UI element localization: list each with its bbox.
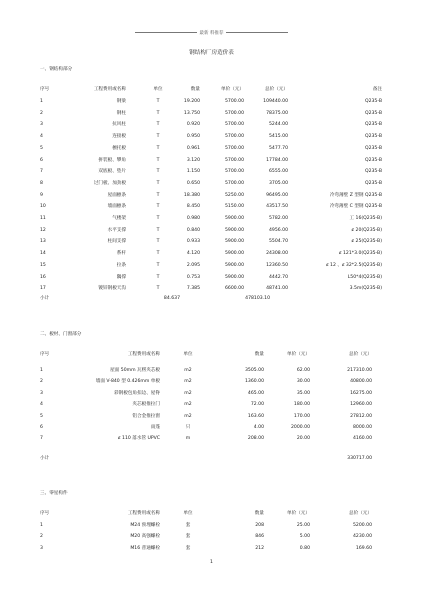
cell-quantity: 3.120 xyxy=(186,157,200,163)
cell-remark: ȼ 121*3.0(Q235-B) xyxy=(339,251,382,257)
cell-total-price: 17784.00 xyxy=(266,157,288,163)
cell-name: 柱间支撑 xyxy=(107,239,126,245)
cell-unit: T xyxy=(156,192,160,198)
cell-remark: L50*4(Q235-B) xyxy=(347,274,382,280)
cell-remark: Q235-B xyxy=(364,145,382,151)
cell-unit: m2 xyxy=(184,390,192,396)
table-row xyxy=(0,227,423,235)
column-header-index: 序号 xyxy=(40,511,50,516)
section2-heading: 二、板材、门窗部分 xyxy=(40,332,82,337)
cell-unit: T xyxy=(156,157,160,163)
table-row xyxy=(0,367,423,375)
cell-unit: T xyxy=(156,286,160,292)
cell-index: 2 xyxy=(40,379,43,385)
cell-remark: Q235-B xyxy=(364,169,382,175)
cell-unit: m xyxy=(185,436,191,442)
cell-unit: T xyxy=(156,262,160,268)
table-row xyxy=(0,180,423,188)
column-header-quantity: 数量 xyxy=(254,511,264,516)
cell-name: 钢柱 xyxy=(116,110,126,116)
cell-unit-price: 6600.00 xyxy=(225,286,244,292)
cell-total-price: 4230.00 xyxy=(353,534,372,540)
cell-total-price: 5504.70 xyxy=(269,239,288,245)
cell-remark: Q235-B xyxy=(364,180,382,186)
cell-total-price: 4956.00 xyxy=(269,227,288,233)
cell-index: 12 xyxy=(40,227,46,233)
cell-quantity: 0.980 xyxy=(186,216,200,221)
document-title: 钢结构厂房造价表 xyxy=(189,50,234,56)
cell-unit-price: 5900.00 xyxy=(225,262,244,268)
cell-quantity: 846 xyxy=(255,534,264,540)
cell-unit-price: 5700.00 xyxy=(225,180,244,186)
cell-quantity: 465.00 xyxy=(247,390,264,396)
column-header-total-price: 总价（元） xyxy=(265,87,288,92)
cell-remark: 工 16(Q235-B) xyxy=(349,216,382,221)
cell-remark: Q235-B xyxy=(364,122,382,128)
cell-unit: T xyxy=(156,180,160,186)
table-row xyxy=(0,192,423,200)
cell-unit-price: 5900.00 xyxy=(225,274,244,280)
cell-name: 抗风柱 xyxy=(112,122,126,128)
cell-unit: T xyxy=(156,169,160,175)
cell-total-price: 78375.00 xyxy=(266,110,288,116)
cell-unit-price: 180.00 xyxy=(293,402,310,408)
cell-quantity: 19.200 xyxy=(183,99,200,104)
cell-index: 11 xyxy=(40,216,46,221)
cell-unit-price: 5900.00 xyxy=(225,239,244,245)
cell-unit: 套 xyxy=(185,534,191,540)
table-row xyxy=(0,545,423,553)
cell-name: 系杆 xyxy=(116,251,126,257)
cell-unit-price: 5250.00 xyxy=(225,192,244,198)
cell-quantity: 7.385 xyxy=(186,286,200,292)
cell-quantity: 13.750 xyxy=(183,110,200,116)
page-number: 1 xyxy=(210,560,213,565)
cell-unit: m2 xyxy=(184,402,192,408)
section2-subtotal-row xyxy=(0,455,423,463)
cell-unit-price: 20.00 xyxy=(296,436,310,442)
cell-unit: m2 xyxy=(184,368,192,373)
table-row xyxy=(0,168,423,176)
column-header-name: 工程费用或名称 xyxy=(127,352,160,357)
cell-index: 6 xyxy=(40,157,43,163)
cell-name: M16 普通螺栓 xyxy=(130,545,160,551)
cell-total-price: 96495.00 xyxy=(266,192,288,198)
cell-unit: T xyxy=(156,227,160,233)
cell-remark: Q235-B xyxy=(364,110,382,116)
column-header-unit: 单位 xyxy=(183,352,193,357)
cell-index: 3 xyxy=(40,122,43,128)
cell-unit-price: 5900.00 xyxy=(225,227,244,233)
table-row xyxy=(0,133,423,141)
cell-quantity: 0.753 xyxy=(186,274,200,280)
cell-quantity: 8.450 xyxy=(186,204,200,210)
cell-quantity: 0.933 xyxy=(186,239,200,245)
table-row xyxy=(0,522,423,530)
cell-index: 1 xyxy=(40,523,43,528)
cell-quantity: 0.920 xyxy=(186,122,200,128)
cell-index: 17 xyxy=(40,286,46,292)
cell-index: 10 xyxy=(40,204,46,210)
cell-total-price: 217310.00 xyxy=(347,368,372,373)
table-row xyxy=(0,203,423,211)
table-row xyxy=(0,533,423,541)
cell-unit-price: 35.00 xyxy=(296,390,310,396)
cell-unit: T xyxy=(156,145,160,151)
cell-index: 3 xyxy=(40,545,43,551)
cell-total-price: 40800.00 xyxy=(350,379,372,385)
column-header-unit-price: 单价（元） xyxy=(221,87,244,92)
cell-quantity: 208.00 xyxy=(247,436,264,442)
cell-name: 隅撑 xyxy=(116,274,126,280)
cell-quantity: 4.00 xyxy=(253,425,264,430)
cell-total-price: 169.60 xyxy=(355,545,372,551)
table-row xyxy=(0,157,423,165)
cell-quantity: 1.150 xyxy=(186,169,200,175)
column-header-quantity: 数量 xyxy=(254,352,264,357)
column-header-unit: 单位 xyxy=(183,511,193,516)
cell-remark: 冷弯薄壁 Z 型钢 Q235-B xyxy=(329,192,382,198)
cell-index: 9 xyxy=(40,192,43,198)
cell-total-price: 4442.70 xyxy=(269,274,288,280)
cell-total-price: 16275.00 xyxy=(350,390,372,396)
cell-quantity: 2.095 xyxy=(186,262,200,268)
cell-unit-price: 30.00 xyxy=(296,379,310,385)
cell-total-price: 5477.70 xyxy=(269,145,288,151)
subtotal-quantity: 84.637 xyxy=(163,296,180,301)
column-header-total-price: 总价（元） xyxy=(349,511,372,516)
cell-unit-price: 5900.00 xyxy=(225,216,244,221)
table-row xyxy=(0,424,423,432)
column-header-name: 工程费用或名称 xyxy=(127,511,160,516)
cell-unit: m2 xyxy=(184,413,192,419)
cell-total-price: 4160.00 xyxy=(353,436,372,442)
cell-name: 墙面檩条 xyxy=(107,204,126,210)
cell-index: 2 xyxy=(40,534,43,540)
cell-name: 拉条 xyxy=(116,262,126,268)
cell-index: 5 xyxy=(40,413,43,419)
table-row xyxy=(0,274,423,282)
column-header-quantity: 数量 xyxy=(190,87,200,92)
cell-name: 双底板、垫片 xyxy=(98,169,126,175)
cell-unit-price: 5900.00 xyxy=(225,251,244,257)
cell-total-price: 8000.00 xyxy=(353,425,372,430)
cell-total-price: 12360.50 xyxy=(266,262,288,268)
cell-name: 屋面檩条 xyxy=(107,192,126,198)
cell-total-price: 3705.00 xyxy=(269,180,288,186)
cell-index: 8 xyxy=(40,180,43,186)
section1-heading: 一、钢结构部分 xyxy=(40,67,73,72)
cell-quantity: 4.120 xyxy=(186,251,200,257)
table-row xyxy=(0,262,423,270)
cell-index: 14 xyxy=(40,251,46,257)
table-header-row xyxy=(0,86,423,94)
column-header-unit: 单位 xyxy=(153,87,163,92)
cell-unit-price: 5700.00 xyxy=(225,122,244,128)
cell-unit-price: 5.00 xyxy=(299,534,310,540)
column-header-total-price: 总价（元） xyxy=(349,352,372,357)
cell-quantity: 208 xyxy=(255,523,264,528)
cell-unit: 套 xyxy=(185,545,191,551)
cell-unit: T xyxy=(156,274,160,280)
column-header-name: 工程费用或名称 xyxy=(93,87,126,92)
table-row xyxy=(0,121,423,129)
cell-unit: m2 xyxy=(184,379,192,385)
cell-total-price: 5782.00 xyxy=(269,216,288,221)
column-header-unit-price: 单价（元） xyxy=(287,352,310,357)
cell-remark: ȼ 20(Q235-B) xyxy=(351,227,382,233)
cell-total-price: 24308.00 xyxy=(266,251,288,257)
cell-name: 连接板 xyxy=(112,134,126,140)
cell-remark: Q235-B xyxy=(364,134,382,140)
cell-total-price: 109440.00 xyxy=(263,99,288,104)
column-header-index: 序号 xyxy=(40,352,50,357)
cell-index: 4 xyxy=(40,134,43,140)
cell-remark: 3.5m(Q235-B) xyxy=(349,286,382,292)
subtotal-total: 330717.00 xyxy=(347,456,372,461)
column-header-remark: 备注 xyxy=(372,87,382,92)
cell-name: 镀锌钢板天沟 xyxy=(98,286,126,292)
cell-total-price: 5244.00 xyxy=(269,122,288,128)
table-row xyxy=(0,285,423,293)
cell-remark: ȼ 25(Q235-B) xyxy=(351,239,382,245)
cell-quantity: 18.380 xyxy=(183,192,200,198)
page-header xyxy=(0,30,423,36)
cell-quantity: 72.00 xyxy=(250,402,264,408)
cell-total-price: 12960.00 xyxy=(350,402,372,408)
cell-unit-price: 2000.00 xyxy=(291,425,310,430)
cell-total-price: 6555.00 xyxy=(269,169,288,175)
cell-remark: Q235-B xyxy=(364,99,382,104)
cell-remark: ȼ 12 、ȼ 32*2.5(Q235-B) xyxy=(326,262,382,268)
cell-unit-price: 5700.00 xyxy=(225,169,244,175)
cell-index: 4 xyxy=(40,402,43,408)
subtotal-label: 小计 xyxy=(40,296,50,301)
cell-unit-price: 5700.00 xyxy=(225,99,244,104)
cell-unit: T xyxy=(156,204,160,210)
cell-name: 钢梁 xyxy=(116,99,126,104)
cell-name: 铝合金推拉窗 xyxy=(132,413,160,419)
cell-index: 7 xyxy=(40,169,43,175)
cell-total-price: 5200.00 xyxy=(353,523,372,528)
table-row xyxy=(0,378,423,386)
cell-unit: T xyxy=(156,134,160,140)
cell-unit-price: 5700.00 xyxy=(225,134,244,140)
cell-unit-price: 5700.00 xyxy=(225,157,244,163)
table-row xyxy=(0,413,423,421)
cell-quantity: 1360.00 xyxy=(245,379,264,385)
cell-unit-price: 5700.00 xyxy=(225,145,244,151)
cell-quantity: 3505.00 xyxy=(245,368,264,373)
cell-unit-price: 5150.00 xyxy=(225,204,244,210)
cell-index: 3 xyxy=(40,390,43,396)
table-row xyxy=(0,110,423,118)
cell-total-price: 43517.50 xyxy=(266,204,288,210)
cell-unit: 只 xyxy=(185,425,191,430)
cell-quantity: 0.840 xyxy=(186,227,200,233)
table-row xyxy=(0,250,423,258)
section3-heading: 三、零星构件 xyxy=(40,491,68,496)
cell-name: 夹芯板推拉门 xyxy=(132,402,160,408)
subtotal-total: 478103.10 xyxy=(245,296,270,301)
cell-index: 16 xyxy=(40,274,46,280)
cell-unit: T xyxy=(156,99,160,104)
cell-name: 雨蓬 xyxy=(150,425,160,430)
cell-name: 屋面 50mm 瓦楞夹芯板 xyxy=(110,368,160,373)
cell-name: M20 高强螺栓 xyxy=(130,534,160,540)
column-header-unit-price: 单价（元） xyxy=(287,511,310,516)
cell-quantity: 0.961 xyxy=(186,145,200,151)
table-row xyxy=(0,390,423,398)
cell-unit-price: 170.00 xyxy=(293,413,310,419)
table-row xyxy=(0,238,423,246)
table-row xyxy=(0,215,423,223)
cell-remark: 冷弯薄壁 C 型钢 Q235-B xyxy=(329,204,382,210)
cell-name: 气楼架 xyxy=(112,216,126,221)
cell-index: 1 xyxy=(40,99,43,104)
cell-total-price: 5415.00 xyxy=(269,134,288,140)
cell-total-price: 27812.00 xyxy=(350,413,372,419)
cell-unit: T xyxy=(156,110,160,116)
table-row xyxy=(0,401,423,409)
cell-unit: T xyxy=(156,239,160,245)
cell-unit: T xyxy=(156,216,160,221)
column-header-index: 序号 xyxy=(40,87,50,92)
cell-quantity: 163.60 xyxy=(247,413,264,419)
cell-index: 1 xyxy=(40,368,43,373)
cell-name: 水平支撑 xyxy=(107,227,126,233)
table-row xyxy=(0,98,423,106)
cell-quantity: 0.950 xyxy=(186,134,200,140)
cell-index: 5 xyxy=(40,145,43,151)
table-row xyxy=(0,145,423,153)
cell-name: ȼ 110 落水管 UPVC xyxy=(118,436,160,442)
cell-name: 墙面 V-840 型 0.426mm 单板 xyxy=(95,379,160,385)
cell-unit: T xyxy=(156,122,160,128)
cell-name: 檩托板 xyxy=(112,145,126,151)
cell-name: 彩钢板包角扣边、屋脊 xyxy=(114,390,160,396)
cell-quantity: 0.650 xyxy=(186,180,200,186)
cell-unit: 套 xyxy=(185,523,191,528)
cell-name: 过门板、加劲板 xyxy=(93,180,126,186)
table-header-row xyxy=(0,351,423,359)
cell-name: M24 预埋螺栓 xyxy=(130,523,160,528)
cell-quantity: 212 xyxy=(255,545,264,551)
cell-unit: T xyxy=(156,251,160,257)
table-row xyxy=(0,435,423,443)
cell-name: 拼装板、攀角 xyxy=(98,157,126,163)
cell-index: 15 xyxy=(40,262,46,268)
cell-unit-price: 62.00 xyxy=(296,368,310,373)
cell-unit-price: 5700.00 xyxy=(225,110,244,116)
cell-index: 13 xyxy=(40,239,46,245)
header-rule-right xyxy=(226,32,288,33)
subtotal-label: 小计 xyxy=(40,456,50,461)
cell-index: 6 xyxy=(40,425,43,430)
header-rule-left xyxy=(135,32,197,33)
cell-index: 2 xyxy=(40,110,43,116)
section1-subtotal-row xyxy=(0,295,423,303)
cell-remark: Q235-B xyxy=(364,157,382,163)
header-note: 最新 料推荐 xyxy=(199,31,224,36)
cell-total-price: 48741.00 xyxy=(266,286,288,292)
cell-unit-price: 0.80 xyxy=(299,545,310,551)
table-header-row xyxy=(0,510,423,518)
cell-unit-price: 25.00 xyxy=(296,523,310,528)
cell-index: 7 xyxy=(40,436,43,442)
